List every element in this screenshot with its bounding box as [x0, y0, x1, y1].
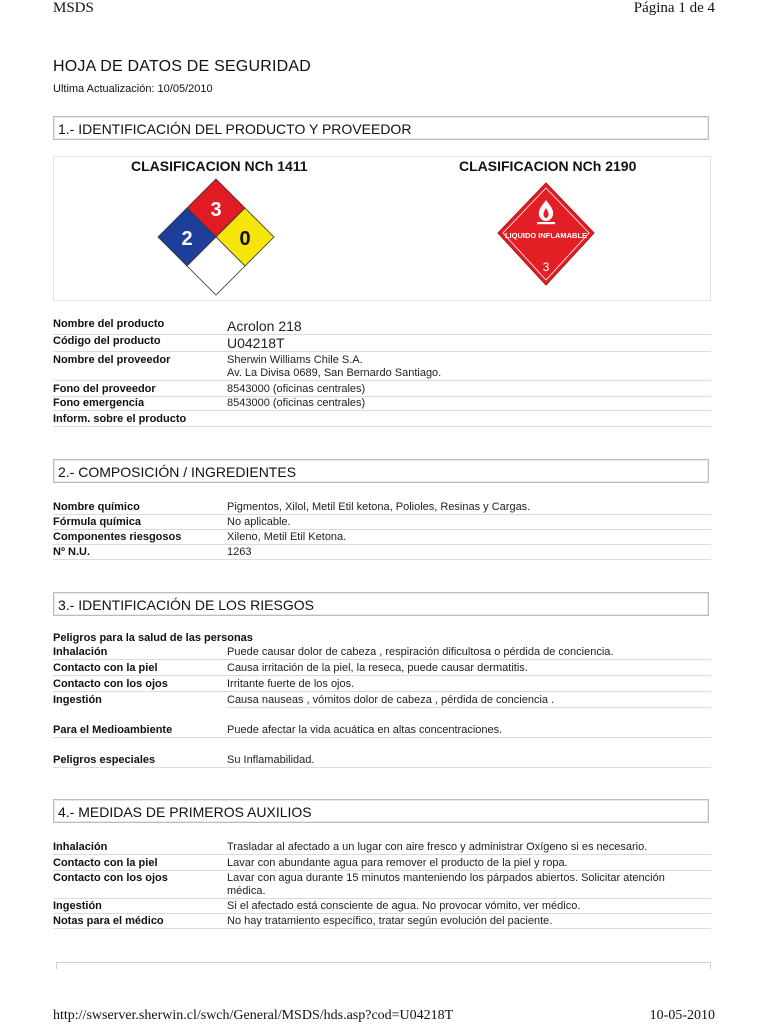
field-label: Componentes riesgosos	[53, 530, 227, 545]
field-value: Acrolon 218	[227, 318, 711, 335]
field-value: Puede causar dolor de cabeza , respiración dificultosa o pérdida de conciencia.	[227, 645, 711, 660]
field-value: 8543000 (oficinas centrales)	[227, 381, 711, 397]
section-4-header: 4.- MEDIDAS DE PRIMEROS AUXILIOS	[53, 799, 709, 823]
health-hazards-subtitle: Peligros para la salud de las personas	[53, 632, 253, 644]
field-label: Nombre del proveedor	[53, 352, 227, 381]
table-row	[53, 692, 711, 708]
field-value: No hay tratamiento específico, tratar según evolución del paciente.	[227, 914, 711, 929]
next-section-border	[56, 962, 711, 969]
field-label: Contacto con la piel	[53, 855, 227, 871]
field-label: Inhalación	[53, 840, 227, 855]
table-row	[53, 722, 711, 738]
table-row	[53, 871, 711, 899]
document-title: HOJA DE DATOS DE SEGURIDAD	[53, 58, 311, 75]
nfpa-reactivity-value: 0	[239, 228, 251, 250]
placard-class: 3	[542, 260, 550, 274]
field-value: Causa irritación de la piel, la reseca, puede causar dermatitis.	[227, 660, 711, 676]
field-value: Si el afectado está consciente de agua. No provocar vómito, ver médico.	[227, 899, 711, 914]
product-identification-table	[53, 318, 711, 427]
table-row	[53, 530, 711, 545]
field-label: Notas para el médico	[53, 914, 227, 929]
table-row	[53, 660, 711, 676]
first-aid-table	[53, 840, 711, 929]
field-value: U04218T	[227, 335, 711, 352]
field-value: Puede afectar la vida acuática en altas concentraciones.	[227, 722, 711, 738]
field-value: 1263	[227, 545, 711, 560]
field-label: Inhalación	[53, 645, 227, 660]
table-row	[53, 381, 711, 397]
field-label: Fono del proveedor	[53, 381, 227, 397]
table-row	[53, 335, 711, 352]
hazards-table	[53, 645, 711, 768]
field-label: Fono emergencia	[53, 397, 227, 411]
field-label: Para el Medioambiente	[53, 722, 227, 738]
table-row	[53, 515, 711, 530]
field-label: Ingestión	[53, 899, 227, 914]
table-row	[53, 752, 711, 768]
field-value: 8543000 (oficinas centrales)	[227, 397, 711, 411]
flammable-liquid-placard	[495, 181, 597, 295]
placard-label: LIQUIDO INFLAMABLE	[504, 231, 588, 240]
footer-date: 10-05-2010	[649, 1008, 715, 1023]
field-label: Código del producto	[53, 335, 227, 352]
nfpa-health-value: 2	[181, 228, 193, 250]
field-value: Su Inflamabilidad.	[227, 752, 711, 768]
field-value: Lavar con abundante agua para remover el producto de la piel y ropa.	[227, 855, 711, 871]
field-value: Lavar con agua durante 15 minutos manteniendo los párpados abiertos. Solicitar atención médica.	[227, 871, 711, 899]
table-row	[53, 545, 711, 560]
field-value: Pigmentos, Xilol, Metil Etil ketona, Polioles, Resinas y Cargas.	[227, 500, 711, 515]
field-value	[227, 411, 711, 427]
table-row	[53, 352, 711, 381]
table-row	[53, 676, 711, 692]
header-doc-type: MSDS	[53, 0, 94, 16]
header-page-number: Página 1 de 4	[633, 0, 715, 16]
field-label: Peligros especiales	[53, 752, 227, 768]
section-2-header: 2.- COMPOSICIÓN / INGREDIENTES	[53, 459, 709, 483]
field-label: Nombre químico	[53, 500, 227, 515]
section-3-header: 3.- IDENTIFICACIÓN DE LOS RIESGOS	[53, 592, 709, 616]
footer-url[interactable]: http://swserver.sherwin.cl/swch/General/MSDS/hds.asp?cod=U04218T	[53, 1008, 454, 1023]
field-label: Contacto con los ojos	[53, 871, 227, 899]
page-header	[0, 0, 768, 20]
field-label: Nombre del producto	[53, 318, 227, 335]
field-value: Xileno, Metil Etil Ketona.	[227, 530, 711, 545]
table-row	[53, 899, 711, 914]
table-row	[53, 914, 711, 929]
nch2190-title: CLASIFICACION NCh 2190	[459, 158, 637, 174]
nfpa-diamond	[155, 178, 277, 300]
nfpa-fire-value: 3	[210, 199, 222, 221]
field-label: Inform. sobre el producto	[53, 411, 227, 427]
table-row	[53, 855, 711, 871]
table-row	[53, 318, 711, 335]
field-label: Contacto con la piel	[53, 660, 227, 676]
composition-table	[53, 500, 711, 560]
field-label: Fórmula química	[53, 515, 227, 530]
field-value: No aplicable.	[227, 515, 711, 530]
section-1-header: 1.- IDENTIFICACIÓN DEL PRODUCTO Y PROVEEDOR	[53, 116, 709, 140]
classification-panel	[53, 156, 711, 301]
table-row	[53, 840, 711, 855]
field-label: Ingestión	[53, 694, 102, 706]
table-row	[53, 645, 711, 660]
nch1411-title: CLASIFICACION NCh 1411	[131, 158, 308, 174]
field-value-address: Av. La Divisa 0689, San Bernardo Santiago.	[227, 367, 442, 379]
table-row	[53, 397, 711, 411]
field-label: Contacto con los ojos	[53, 676, 227, 692]
field-value: Causa nauseas , vómitos dolor de cabeza , pérdida de conciencia .	[227, 692, 711, 708]
field-label: Nº N.U.	[53, 545, 227, 560]
table-row	[53, 500, 711, 515]
field-value: Sherwin Williams Chile S.A.	[227, 354, 363, 366]
table-row	[53, 411, 711, 427]
last-updated: Ultima Actualización: 10/05/2010	[53, 83, 213, 95]
field-value: Irritante fuerte de los ojos.	[227, 676, 711, 692]
field-value: Trasladar al afectado a un lugar con aire fresco y administrar Oxígeno si es necesario.	[227, 840, 711, 855]
